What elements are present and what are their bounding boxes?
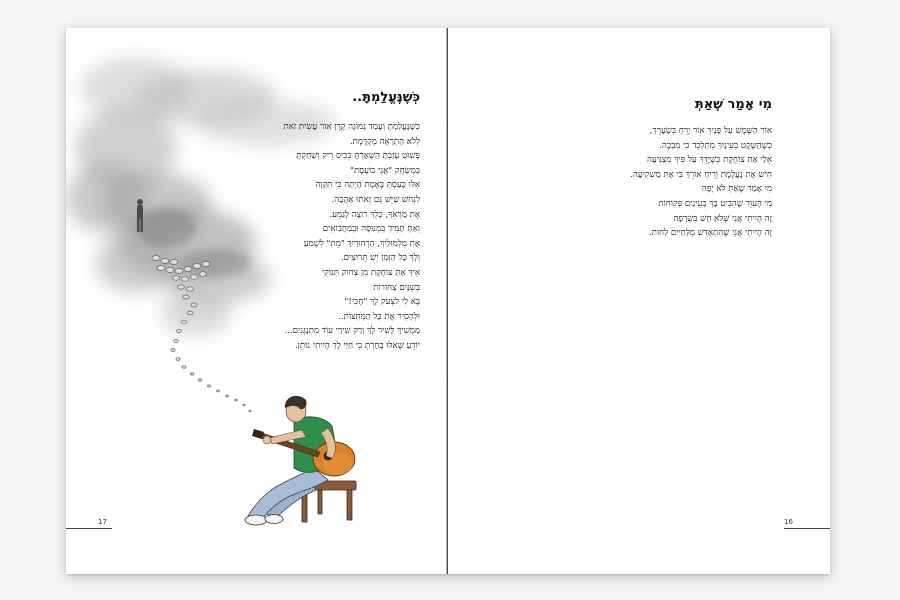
poem-line: אִלּוּ כָּעַסְתְּ בֶּאֱמֶת הָיְתָה כִּי תִּקְוָה — [315, 180, 420, 191]
footer-rule — [784, 528, 830, 529]
poem-line: בְּמִשְׂחָק "אֲנִי כּוֹעֶסֶת" — [350, 165, 420, 176]
poem-line: כְּשֶׁנֶּעֱלַמְתָּ וְעָמַד נְמוּגָה קֶרֶן אוֹר עָשִׂית זֹאת — [283, 122, 420, 132]
poem-line: בָּא לִי לִצְעֹק לָךְ "חַכִּי!" — [344, 297, 420, 308]
poem-line: לִנְחֹשׁ שֶׁיֵּשׁ גַּם זְאֹתוּ אַהֲבָה. — [331, 194, 420, 205]
footer-rule — [66, 528, 112, 529]
poem-line: אֵלַי אַתְּ צוֹחֶקֶת כְּשֶׁיָּדֵךְ עַל פִּיךְ מְצַנִּיעָה — [646, 155, 772, 166]
poem-line: זֶה הָיִיתִי אֲנִי שֶׁלֹּא חָשׁ בְּשָׂרְפָה — [673, 213, 772, 224]
poem-text — [472, 124, 772, 241]
poem-line: וּלְהָסִיר אֶת כָּל הַמְּחִצּוֹת.. — [338, 311, 420, 322]
poem-line: מִי הָעִוֵּר שֶׁהִבִּיט בָּךְ בְּעֵינַיִם פְּקוּחוֹת — [658, 198, 772, 209]
page-number: 17 — [98, 518, 107, 526]
poem-line: פָּשׁוּט עָזַבְתָּ הַשְׁאַרְתָּ כְּכִיס רֵיק וְשַׁחַקְתָּ — [296, 151, 420, 162]
poem-line: אוֹר הַשֶּׁמֶשׁ עַל פָּנַיִךְ אוֹר יָרֵחַ בִּשְׂעָרֵךְ, — [649, 126, 772, 136]
poem-line: אֶת מִלְמוּלַיִךְ, הַרְהוּרַיִךְ "מֵת" לִשְׁמֹעַ — [303, 238, 420, 249]
page-number: 16 — [784, 518, 793, 526]
poem-line: בְּשִׁנַּיִם צְחוֹרוֹת — [373, 282, 420, 293]
poem-line: זֶה הָיִיתִי אֲנִי שֶׁהִתְאַדֵּשׁ מִלְּחַיִּים לְחוֹת. — [648, 228, 772, 239]
poem-line: יוֹדֵעַ שֶׁאִלּוּ בָּחַרְתְּ בִּי חַיַּי לָךְ הָיִיתִי נוֹתֵן. — [294, 340, 420, 351]
poem-line: אֶת מַרְאֵךָ, כְּלֵךְ רוֹצֶה לְגַמֵּע. — [329, 209, 420, 220]
guitarist-figure — [245, 396, 356, 525]
poem-line: כְּשֶׁהַשֶּׁקֶט בְּעֵינַיִךְ מִתְלַכֵּד כִּי מְבַכֶּה. — [659, 140, 772, 151]
poem-line: אֵיךְ אַתְּ צוֹחֶקֶת מִן צְחוֹק תִּנוֹקִי — [321, 267, 420, 278]
poem-line: מַמְשִׁיךְ לָשִׁיר לָךְ וְרַק שִׁירַי עוֹד מִתְנַגְּנִים... — [284, 326, 420, 337]
poem-line: חִישׁ אֶת נֶעֱלֶמֶת וְרֵיחַ אוֹרֵךְ בִּי אֶת מַשְׁקִיעָה. — [630, 169, 772, 180]
poem-line: לְלֹא הַתְרָאָה מֻקְדֶּמֶת. — [349, 136, 420, 147]
poem-title: כְּשֶׁנֶּעֱלַמְתָּ.. — [352, 90, 420, 105]
open-book — [66, 28, 830, 574]
poem-title: מִי אָמַר שֶׁאַתְּ — [694, 97, 772, 112]
left-page — [66, 28, 448, 574]
poem-line: וְאַתְּ תָּמִיד בִּמְנוּסָה וּבְמַחֲבוֹאִים — [322, 224, 420, 235]
poem-text — [120, 120, 420, 354]
poem-line: וְלָךְ כָּל הַזְּמַן יֵשׁ תֵּרוּצִים. — [340, 253, 420, 264]
poem-line: מִי אָמַר שֶׁאַתְּ לֹא יָפָה — [701, 184, 772, 195]
right-page — [448, 28, 830, 574]
